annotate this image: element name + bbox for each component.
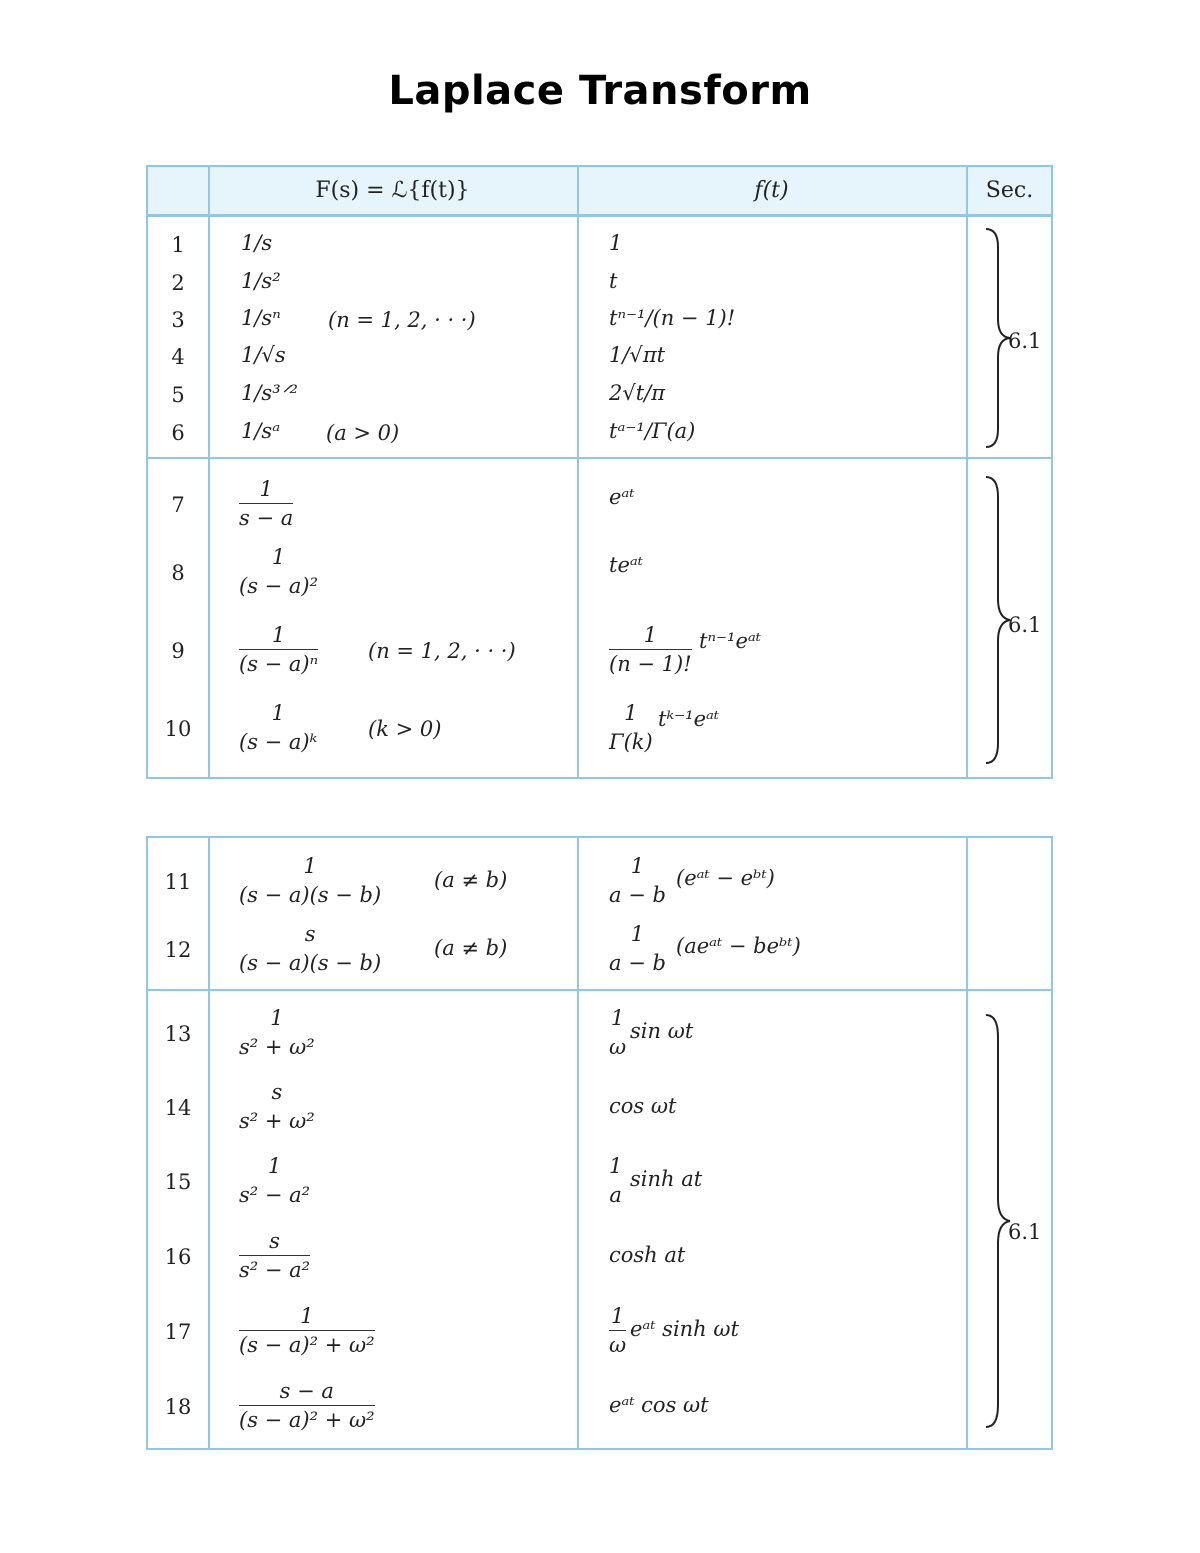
fraction-bar: [239, 1330, 375, 1331]
condition-text: (k > 0): [368, 717, 442, 741]
numerator: s: [304, 922, 316, 946]
function-f-tail: sinh at: [630, 1167, 703, 1191]
denominator: a − b: [609, 883, 666, 908]
denominator: (s − a)(s − b): [239, 951, 382, 976]
denominator: s² + ω²: [239, 1109, 315, 1134]
row-number: 13: [164, 1022, 192, 1046]
section-label: 6.1: [1008, 613, 1042, 637]
fraction: [239, 477, 293, 530]
row-number: 12: [164, 938, 192, 962]
function-f: teᵃᵗ: [609, 553, 643, 577]
fraction-bar: [609, 880, 666, 881]
fraction: [239, 1080, 315, 1133]
fraction-bar: [609, 727, 653, 728]
fraction-bar: [239, 1180, 310, 1181]
fraction-bar: [239, 948, 381, 949]
numerator: 1: [270, 1006, 284, 1030]
fraction: [239, 1229, 310, 1282]
page-title: Laplace Transform: [388, 68, 812, 114]
fraction-bar: [239, 727, 317, 728]
condition-text: (a ≠ b): [434, 868, 508, 892]
laplace-table-part-1: [146, 165, 1053, 779]
row-number: 11: [164, 870, 192, 894]
fraction-bar: [239, 1405, 375, 1406]
fraction-bar: [609, 649, 692, 650]
denominator: (s − a)² + ω²: [239, 1333, 375, 1358]
fraction-bar: [609, 1330, 626, 1331]
denominator: s² − a²: [239, 1258, 311, 1283]
function-f: 1: [609, 231, 623, 255]
numerator: 1: [610, 1304, 625, 1328]
row-number: 4: [171, 345, 185, 369]
function-f: cosh at: [609, 1243, 686, 1267]
numerator: 1: [267, 1154, 282, 1178]
row-number: 8: [171, 561, 185, 585]
denominator: (s − a)ⁿ: [239, 652, 319, 677]
fraction: [239, 701, 317, 754]
transform-F: 1/s³ᐟ²: [241, 381, 298, 405]
denominator: (s − a)² + ω²: [239, 1408, 375, 1433]
numerator: 1: [630, 854, 645, 878]
denominator: a: [609, 1183, 622, 1208]
fraction: [239, 1006, 315, 1059]
function-f: 2√t/π: [609, 381, 666, 405]
row-number: 15: [164, 1170, 192, 1194]
numerator: 1: [271, 701, 285, 725]
numerator: 1: [624, 701, 638, 725]
section-label: 6.1: [1008, 1220, 1042, 1244]
fraction-bar: [239, 880, 381, 881]
denominator: (s − a)ᵏ: [239, 730, 318, 755]
function-f: cos ωt: [609, 1094, 677, 1118]
row-number: 1: [171, 233, 185, 257]
row-number: 18: [164, 1395, 192, 1419]
denominator: s² + ω²: [239, 1035, 315, 1060]
function-f: t: [609, 269, 618, 293]
fraction-bar: [239, 571, 318, 572]
denominator: a − b: [609, 951, 666, 976]
denominator: (s − a)²: [239, 574, 319, 599]
numerator: s: [269, 1229, 280, 1253]
function-f-tail: (aeᵃᵗ − beᵇᵗ): [676, 934, 801, 958]
numerator: s − a: [279, 1379, 334, 1403]
transform-F: 1/s²: [241, 269, 281, 293]
row-number: 7: [171, 493, 185, 517]
function-f: eᵃᵗ cos ωt: [609, 1393, 709, 1417]
denominator: s − a: [239, 506, 294, 531]
function-f: 1/√πt: [609, 343, 666, 367]
function-f-tail: tᵏ⁻¹eᵃᵗ: [658, 707, 720, 731]
fraction: [609, 1154, 622, 1207]
condition-text: (n = 1, 2, · · ·): [368, 639, 516, 663]
section-label: 6.1: [1008, 329, 1042, 353]
fraction-bar: [609, 1180, 622, 1181]
row-number: 10: [164, 717, 192, 741]
row-number: 17: [164, 1320, 192, 1344]
fraction: [239, 545, 318, 598]
transform-F: 1/s: [241, 231, 273, 255]
fraction-bar: [609, 1032, 626, 1033]
header-Fs: F(s) = ℒ{f(t)}: [315, 178, 470, 203]
fraction: [239, 1379, 375, 1432]
denominator: (s − a)(s − b): [239, 883, 382, 908]
row-number: 9: [171, 639, 185, 663]
denominator: ω: [609, 1333, 627, 1358]
fraction-bar: [239, 1255, 310, 1256]
row-number: 3: [171, 308, 185, 332]
function-f-tail: (eᵃᵗ − eᵇᵗ): [676, 866, 775, 890]
condition-text: (n = 1, 2, · · ·): [328, 308, 476, 332]
function-f-tail: sin ωt: [630, 1019, 694, 1043]
numerator: 1: [303, 854, 317, 878]
fraction: [609, 1006, 626, 1059]
fraction: [239, 854, 381, 907]
fraction: [239, 1154, 310, 1207]
function-f: eᵃᵗ: [609, 485, 635, 509]
fraction-bar: [609, 948, 666, 949]
function-f-tail: tⁿ⁻¹eᵃᵗ: [699, 629, 761, 653]
numerator: 1: [271, 623, 286, 647]
denominator: (n − 1)!: [609, 652, 692, 677]
fraction-bar: [239, 649, 318, 650]
numerator: 1: [271, 545, 286, 569]
fraction: [239, 922, 381, 975]
condition-text: (a > 0): [326, 421, 400, 445]
fraction: [609, 854, 666, 907]
header-sec: Sec.: [985, 178, 1034, 203]
denominator: ω: [609, 1035, 627, 1060]
denominator: s² − a²: [239, 1183, 311, 1208]
fraction: [239, 623, 318, 676]
condition-text: (a ≠ b): [434, 936, 508, 960]
fraction: [609, 701, 653, 754]
fraction: [609, 623, 692, 676]
numerator: 1: [609, 1154, 623, 1178]
fraction: [609, 1304, 626, 1357]
function-f-tail: eᵃᵗ sinh ωt: [630, 1317, 739, 1341]
function-f: tⁿ⁻¹/(n − 1)!: [609, 306, 736, 330]
numerator: 1: [643, 623, 658, 647]
row-number: 2: [171, 271, 185, 295]
numerator: 1: [610, 1006, 625, 1030]
function-f: tᵃ⁻¹/Γ(a): [609, 419, 696, 443]
row-number: 14: [164, 1096, 192, 1120]
laplace-table-part-2: [146, 836, 1053, 1450]
numerator: 1: [630, 922, 645, 946]
header-ft: f(t): [754, 178, 789, 203]
fraction: [239, 1304, 375, 1357]
fraction-bar: [239, 1032, 315, 1033]
fraction-bar: [239, 503, 293, 504]
transform-F: 1/sⁿ: [241, 306, 281, 330]
fraction-bar: [239, 1106, 315, 1107]
transform-F: 1/sᵃ: [241, 419, 281, 443]
denominator: Γ(k): [609, 730, 653, 755]
numerator: 1: [259, 477, 273, 501]
transform-F: 1/√s: [241, 343, 286, 367]
row-number: 5: [171, 383, 185, 407]
numerator: s: [271, 1080, 283, 1104]
row-number: 16: [164, 1245, 192, 1269]
numerator: 1: [300, 1304, 314, 1328]
fraction: [609, 922, 666, 975]
row-number: 6: [171, 421, 185, 445]
